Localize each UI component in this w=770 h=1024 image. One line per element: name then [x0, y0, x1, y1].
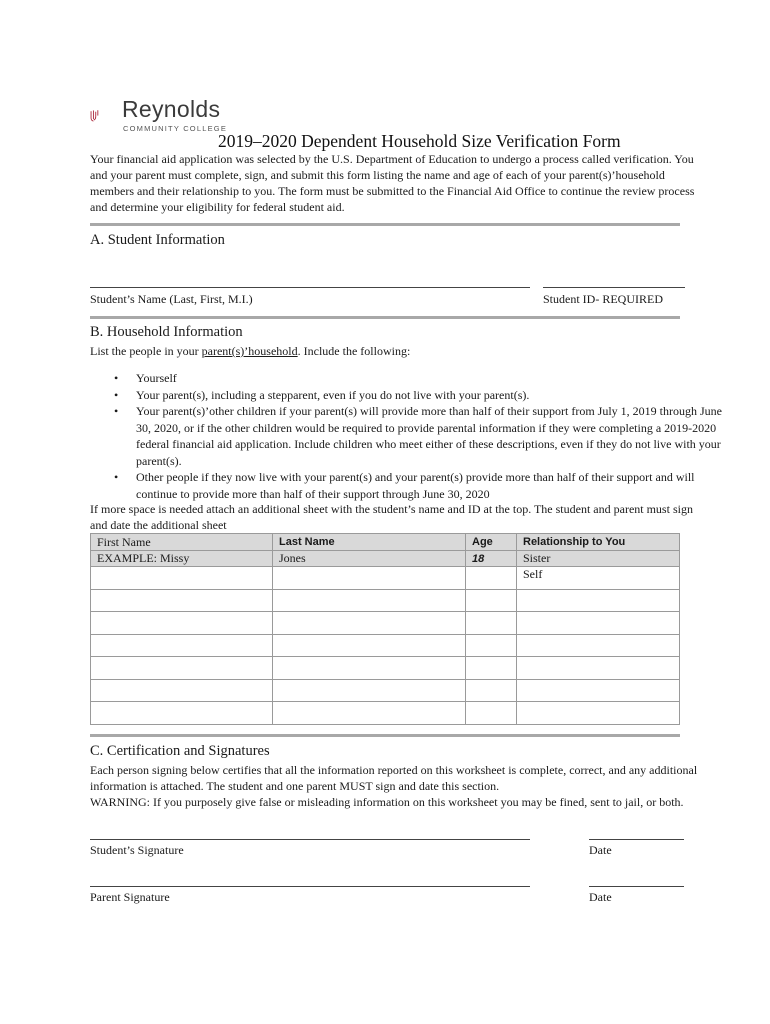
cell-age[interactable] [466, 567, 517, 590]
student-date-line[interactable] [589, 839, 684, 840]
cell-age[interactable] [466, 702, 517, 725]
bullet-icon: • [114, 387, 119, 402]
college-logo [90, 93, 124, 139]
logo-subtitle: COMMUNITY COLLEGE [123, 124, 228, 133]
student-date-label: Date [589, 843, 612, 857]
header-age: Age [466, 534, 517, 551]
cell-first-name[interactable] [91, 679, 273, 702]
additional-sheet-note: If more space is needed attach an additional sheet with the student’s name and ID at the top. The student and parent must sign and date the additional sheet [90, 502, 693, 532]
bullet-icon: • [114, 470, 119, 484]
student-id-line[interactable] [543, 287, 685, 288]
cell-last-name[interactable] [273, 679, 466, 702]
section-b-heading: B. Household Information [90, 324, 243, 340]
bullet-icon: • [114, 404, 119, 418]
logo-wordmark: Reynolds [122, 96, 221, 122]
cell-age[interactable] [466, 657, 517, 680]
cell-relationship[interactable] [517, 702, 680, 725]
bullet-text: Your parent(s)’other children if your parent(s) will provide more than half of their support from July 1, 2019 through June 30, 2020, or if the other children would be required to provide parental information if they were completing a 2019-2020 federal financial aid application. Include children who meet either of these descriptions, even if they do not live with your parent(s). [136, 404, 722, 468]
cell-last-name[interactable] [273, 657, 466, 680]
cell-last-name[interactable] [273, 634, 466, 657]
student-name-line[interactable] [90, 287, 530, 288]
parent-signature-line[interactable] [90, 886, 530, 887]
example-relationship: Sister [517, 551, 680, 567]
section-divider [90, 223, 680, 226]
list-item [90, 403, 735, 469]
bullet-text: Your parent(s), including a stepparent, even if you do not live with your parent(s). [136, 387, 530, 402]
student-id-label: Student ID- REQUIRED [543, 292, 663, 306]
header-first-name: First Name [91, 534, 273, 551]
cell-age[interactable] [466, 612, 517, 635]
cell-relationship[interactable] [517, 634, 680, 657]
cell-age[interactable] [466, 679, 517, 702]
cell-first-name[interactable] [91, 612, 273, 635]
household-table [90, 533, 680, 725]
cell-last-name[interactable] [273, 567, 466, 590]
student-name-label: Student’s Name (Last, First, M.I.) [90, 292, 253, 306]
section-divider [90, 316, 680, 319]
example-last-name: Jones [273, 551, 466, 567]
table-row [91, 567, 680, 590]
cell-last-name[interactable] [273, 589, 466, 612]
cell-age[interactable] [466, 634, 517, 657]
cell-first-name[interactable] [91, 567, 273, 590]
certification-text: Each person signing below certifies that all the information reported on this worksheet is complete, correct, and any additional information is attached. The student and one parent MUST sign and date this section. [90, 763, 698, 793]
list-item [90, 370, 735, 387]
cell-first-name[interactable] [91, 589, 273, 612]
example-first-name: EXAMPLE: Missy [91, 551, 273, 567]
intro-paragraph: Your financial aid application was selected by the U.S. Department of Education to undergo a process called verification. You and your parent must complete, sign, and submit this form listing the name and age of each of your parent(s)’household members and their relationship to you. The form must be submitted to the Financial Aid Office to continue the review process and determine your eligibility for federal student aid. [90, 152, 695, 214]
cell-first-name[interactable] [91, 702, 273, 725]
cell-relationship[interactable] [517, 612, 680, 635]
bullet-icon: • [114, 371, 119, 385]
table-header-row [91, 534, 680, 551]
cell-age[interactable] [466, 589, 517, 612]
household-list-intro [90, 344, 410, 359]
student-signature-line[interactable] [90, 839, 530, 840]
table-row [91, 679, 680, 702]
section-c-heading: C. Certification and Signatures [90, 743, 270, 759]
list-intro-text: List the people in your [90, 344, 202, 358]
bullet-text: Other people if they now live with your parent(s) and your parent(s) provide more than half of their support and will continue to provide more than half of their support through June 30, 2020 [136, 470, 695, 501]
header-last-name: Last Name [273, 534, 466, 551]
household-bullet-list [90, 370, 735, 502]
table-row-example [91, 551, 680, 567]
cell-last-name[interactable] [273, 612, 466, 635]
example-age: 18 [466, 551, 517, 567]
student-signature-label: Student’s Signature [90, 843, 184, 857]
cell-relationship[interactable] [517, 657, 680, 680]
cell-first-name[interactable] [91, 657, 273, 680]
table-row [91, 589, 680, 612]
cell-relationship[interactable]: Self [517, 567, 680, 590]
warning-text: WARNING: If you purposely give false or misleading information on this worksheet you may be fined, sent to jail, or both. [90, 795, 684, 809]
table-row [91, 657, 680, 680]
cell-relationship[interactable] [517, 589, 680, 612]
table-row [91, 612, 680, 635]
cell-first-name[interactable] [91, 634, 273, 657]
list-item [90, 387, 735, 404]
bullet-text: Yourself [136, 371, 177, 385]
cell-last-name[interactable] [273, 702, 466, 725]
section-divider [90, 734, 680, 737]
cell-relationship[interactable] [517, 679, 680, 702]
form-title: 2019–2020 Dependent Household Size Verification Form [218, 131, 621, 151]
list-intro-tail: . Include the following: [297, 344, 411, 358]
parent-date-line[interactable] [589, 886, 684, 887]
header-relationship: Relationship to You [517, 534, 680, 551]
table-row [91, 702, 680, 725]
parent-date-label: Date [589, 890, 612, 904]
section-a-heading: A. Student Information [90, 232, 225, 248]
list-item [90, 469, 735, 502]
household-link: parent(s)’household [201, 344, 298, 358]
table-row [91, 634, 680, 657]
parent-signature-label: Parent Signature [90, 890, 170, 904]
